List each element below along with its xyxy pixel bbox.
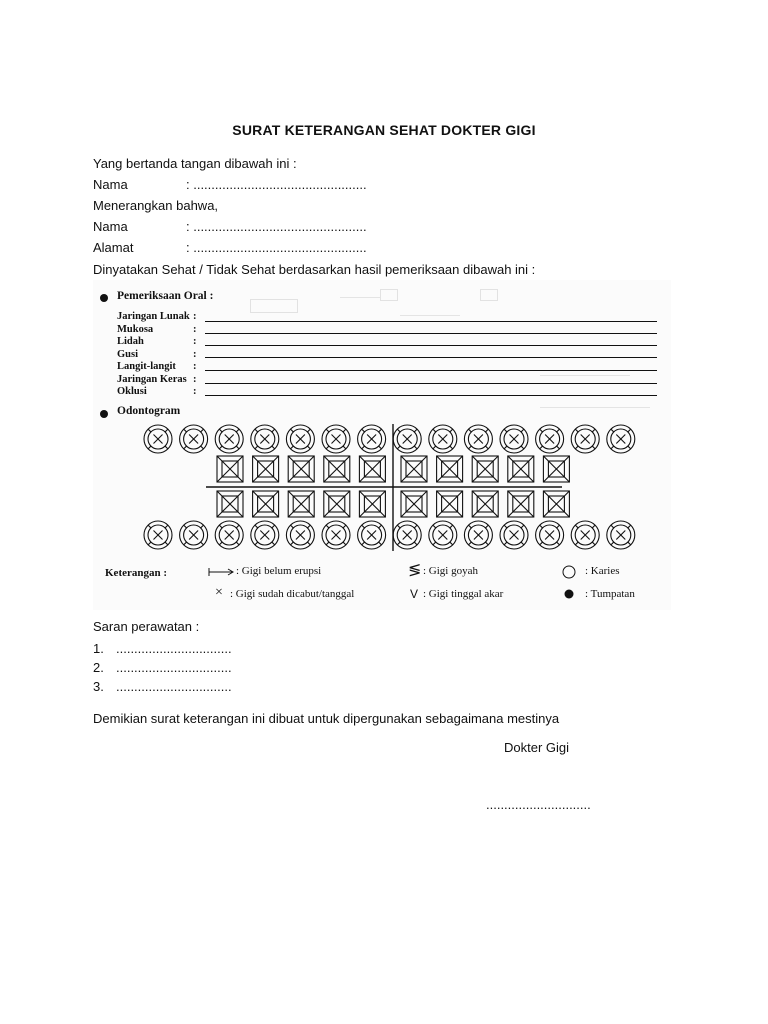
saran-item-field[interactable]: ................................ xyxy=(116,660,232,675)
signer-name-label: Nama xyxy=(93,177,128,192)
molar-tooth[interactable] xyxy=(358,425,386,453)
incisor-tooth[interactable] xyxy=(217,491,243,517)
signature-line[interactable]: ............................. xyxy=(486,797,591,812)
oral-item-colon: : xyxy=(193,386,197,397)
oral-item-line[interactable] xyxy=(205,357,657,358)
legend-karies: : Karies xyxy=(585,565,620,577)
oral-item-label: Jaringan Keras xyxy=(117,374,187,385)
midline xyxy=(206,424,562,551)
molar-tooth[interactable] xyxy=(322,521,350,549)
molar-tooth[interactable] xyxy=(500,425,528,453)
molar-tooth[interactable] xyxy=(607,425,635,453)
incisor-tooth[interactable] xyxy=(288,491,314,517)
legend-dicabut: : Gigi sudah dicabut/tanggal xyxy=(230,588,355,600)
oral-item-label: Lidah xyxy=(117,336,144,347)
incisor-tooth[interactable] xyxy=(508,456,534,482)
oral-item-line[interactable] xyxy=(205,395,657,396)
oral-item-line[interactable] xyxy=(205,321,657,322)
oral-bullet xyxy=(100,294,108,302)
closing-text: Demikian surat keterangan ini dibuat untuk dipergunakan sebagaimana mestinya xyxy=(93,711,560,726)
incisor-tooth[interactable] xyxy=(359,456,385,482)
molar-tooth[interactable] xyxy=(322,425,350,453)
molar-tooth[interactable] xyxy=(286,521,314,549)
oral-item-label: Langit-langit xyxy=(117,361,176,372)
molar-tooth[interactable] xyxy=(251,425,279,453)
oral-item-line[interactable] xyxy=(205,370,657,371)
incisor-tooth[interactable] xyxy=(253,456,279,482)
oral-heading: Pemeriksaan Oral : xyxy=(117,290,214,302)
patient-name-field[interactable]: : ................................................ xyxy=(186,219,367,234)
molar-tooth[interactable] xyxy=(571,425,599,453)
incisor-tooth[interactable] xyxy=(543,456,569,482)
incisor-tooth[interactable] xyxy=(437,456,463,482)
oral-item-colon: : xyxy=(193,349,197,360)
incisor-tooth[interactable] xyxy=(472,491,498,517)
keterangan-label: Keterangan : xyxy=(105,567,168,579)
oral-item-line[interactable] xyxy=(205,333,657,334)
oral-item-label: Oklusi xyxy=(117,386,147,397)
saran-item-number: 1. xyxy=(93,641,104,656)
oral-item-label: Jaringan Lunak xyxy=(117,311,190,322)
incisor-tooth[interactable] xyxy=(288,456,314,482)
menerangkan-text: Menerangkan bahwa, xyxy=(93,198,219,213)
belum-erupsi-icon xyxy=(207,566,235,578)
legend-tumpatan: : Tumpatan xyxy=(585,588,635,600)
incisor-tooth[interactable] xyxy=(437,491,463,517)
incisor-tooth[interactable] xyxy=(472,456,498,482)
incisor-tooth[interactable] xyxy=(543,491,569,517)
page-title: SURAT KETERANGAN SEHAT DOKTER GIGI xyxy=(232,122,536,138)
saran-heading: Saran perawatan : xyxy=(93,619,200,634)
saran-item-number: 3. xyxy=(93,679,104,694)
dicabut-icon: × xyxy=(215,585,223,600)
legend-goyah: : Gigi goyah xyxy=(423,565,478,577)
saran-item-number: 2. xyxy=(93,660,104,675)
patient-address-field[interactable]: : ................................................ xyxy=(186,240,367,255)
patient-address-label: Alamat xyxy=(93,240,134,255)
patient-name-label: Nama xyxy=(93,219,128,234)
incisor-tooth[interactable] xyxy=(217,456,243,482)
tumpatan-icon xyxy=(563,588,575,600)
molar-tooth[interactable] xyxy=(393,425,421,453)
odontogram-heading: Odontogram xyxy=(117,405,181,417)
odontogram-bullet xyxy=(100,410,108,418)
legend-belum-erupsi: : Gigi belum erupsi xyxy=(236,565,322,577)
oral-item-label: Gusi xyxy=(117,349,139,360)
karies-icon xyxy=(561,564,577,580)
oral-item-colon: : xyxy=(193,311,197,322)
incisor-tooth[interactable] xyxy=(401,491,427,517)
incisor-tooth[interactable] xyxy=(508,491,534,517)
tinggal-akar-icon: V xyxy=(410,587,419,601)
oral-item-colon: : xyxy=(193,374,197,385)
molar-tooth[interactable] xyxy=(180,425,208,453)
oral-item-colon: : xyxy=(193,324,197,335)
oral-item-line[interactable] xyxy=(205,345,657,346)
molar-tooth[interactable] xyxy=(144,521,172,549)
molar-tooth[interactable] xyxy=(215,521,243,549)
saran-item-field[interactable]: ................................ xyxy=(116,641,232,656)
molar-tooth[interactable] xyxy=(251,521,279,549)
molar-tooth[interactable] xyxy=(571,521,599,549)
oral-item-colon: : xyxy=(193,336,197,347)
molar-tooth[interactable] xyxy=(429,521,457,549)
molar-tooth[interactable] xyxy=(464,521,492,549)
molar-tooth[interactable] xyxy=(286,425,314,453)
incisor-tooth[interactable] xyxy=(253,491,279,517)
saran-item-field[interactable]: ................................ xyxy=(116,679,232,694)
molar-tooth[interactable] xyxy=(358,521,386,549)
molar-tooth[interactable] xyxy=(393,521,421,549)
incisor-tooth[interactable] xyxy=(324,456,350,482)
oral-item-label: Mukosa xyxy=(117,324,154,335)
oral-item-line[interactable] xyxy=(205,383,657,384)
molar-tooth[interactable] xyxy=(429,425,457,453)
molar-tooth[interactable] xyxy=(536,521,564,549)
molar-tooth[interactable] xyxy=(144,425,172,453)
molar-tooth[interactable] xyxy=(180,521,208,549)
goyah-icon: ≶ xyxy=(408,562,422,579)
odontogram-chart[interactable] xyxy=(140,420,660,555)
signature-role: Dokter Gigi xyxy=(504,740,570,755)
molar-tooth[interactable] xyxy=(464,425,492,453)
molar-tooth[interactable] xyxy=(215,425,243,453)
legend-tinggal-akar: : Gigi tinggal akar xyxy=(423,588,504,600)
molar-tooth[interactable] xyxy=(500,521,528,549)
oral-item-colon: : xyxy=(193,361,197,372)
incisor-tooth[interactable] xyxy=(359,491,385,517)
signer-name-field[interactable]: : ................................................ xyxy=(186,177,367,192)
molar-tooth[interactable] xyxy=(607,521,635,549)
statement-text: Dinyatakan Sehat / Tidak Sehat berdasarkan hasil pemeriksaan dibawah ini : xyxy=(93,262,536,277)
incisor-tooth[interactable] xyxy=(324,491,350,517)
molar-tooth[interactable] xyxy=(536,425,564,453)
intro-text: Yang bertanda tangan dibawah ini : xyxy=(93,156,297,171)
incisor-tooth[interactable] xyxy=(401,456,427,482)
